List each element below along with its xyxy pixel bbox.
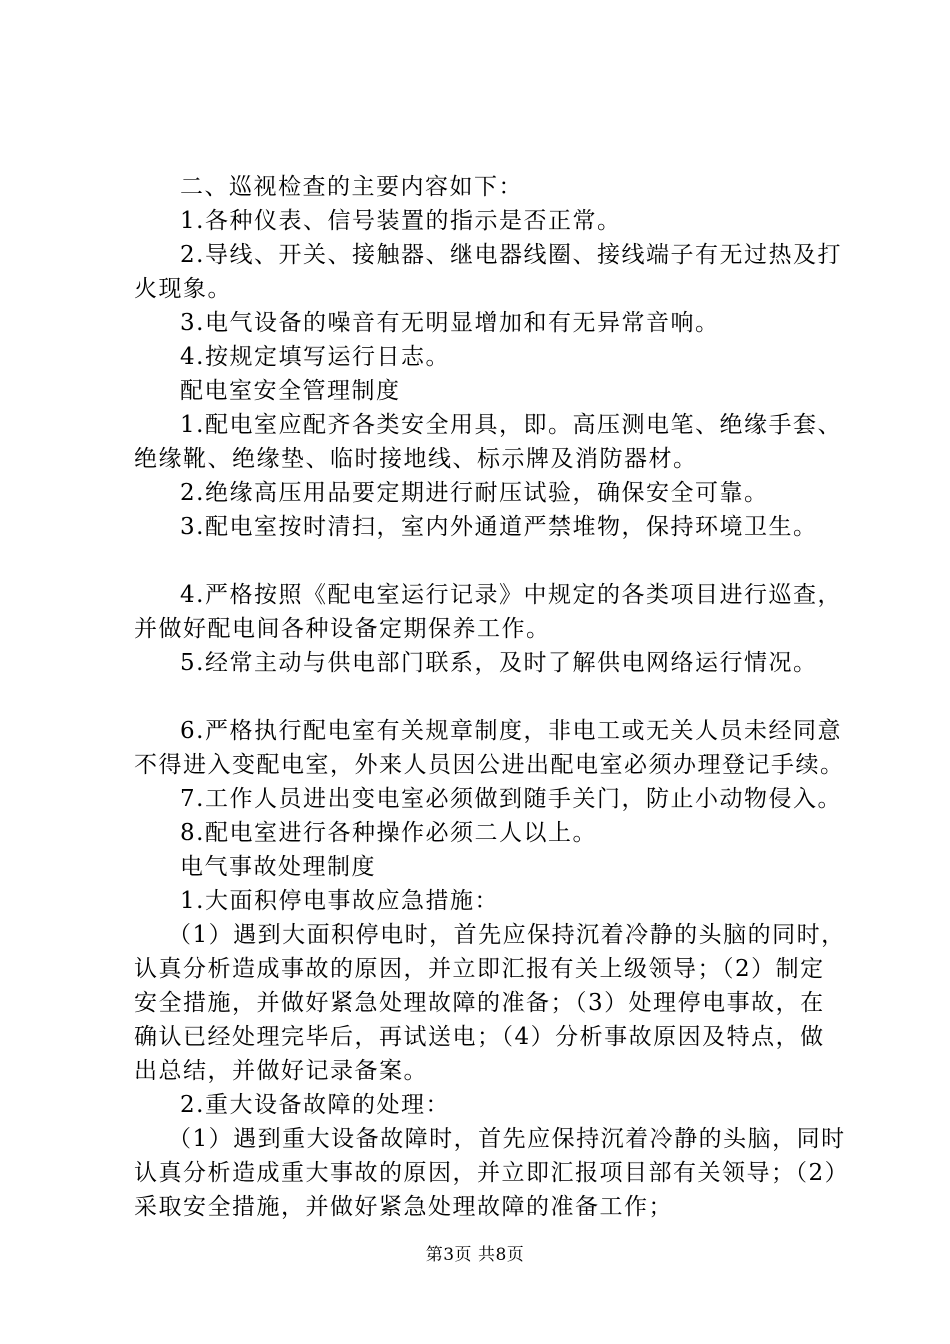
list-item: 8.配电室进行各种操作必须二人以上。 <box>180 820 597 846</box>
list-item: 1.大面积停电事故应急措施： <box>180 888 499 914</box>
list-item: 7.工作人员进出变电室必须做到随手关门，防止小动物侵入。 <box>180 786 842 812</box>
section-heading-distribution-room: 配电室安全管理制度 <box>180 378 401 404</box>
list-item: （1）遇到重大设备故障时，首先应保持沉着冷静的头脑，同时认真分析造成重大事故的原因，并立即汇报项目部有关领导；（2）采取安全措施，并做好紧急处理故障的准备工作； <box>134 1126 846 1220</box>
list-item: 2.重大设备故障的处理： <box>180 1092 450 1118</box>
list-item: 3.电气设备的噪音有无明显增加和有无异常音响。 <box>180 310 720 336</box>
list-item: 6.严格执行配电室有关规章制度，非电工或无关人员未经同意不得进入变配电室，外来人员因公进出配电室必须办理登记手续。 <box>134 718 845 778</box>
list-item: （1）遇到大面积停电时，首先应保持沉着冷静的头脑的同时，认真分析造成事故的原因，并立即汇报有关上级领导；（2）制定安全措施，并做好紧急处理故障的准备；（3）处理停电事故，在确认已经处理完毕后，再试送电；（4）分析事故原因及特点，做出总结，并做好记录备案。 <box>134 922 846 1084</box>
list-item: 4.严格按照《配电室运行记录》中规定的各类项目进行巡查，并做好配电间各种设备定期保养工作。 <box>134 582 842 642</box>
document-body <box>134 170 846 1224</box>
list-item: 1.配电室应配齐各类安全用具，即。高压测电笔、绝缘手套、绝缘靴、绝缘垫、临时接地线、标示牌及消防器材。 <box>134 412 842 472</box>
page-number-footer: 第3页 共8页 <box>425 1245 525 1265</box>
section-heading-electrical-accident: 电气事故处理制度 <box>180 854 376 880</box>
section-heading-inspection: 二、巡视检查的主要内容如下： <box>180 174 523 200</box>
list-item: 4.按规定填写运行日志。 <box>180 344 450 370</box>
list-item: 1.各种仪表、信号装置的指示是否正常。 <box>180 208 622 234</box>
blank-line <box>134 544 846 578</box>
list-item: 2.导线、开关、接触器、继电器线圈、接线端子有无过热及打火现象。 <box>134 242 842 302</box>
blank-line <box>134 680 846 714</box>
list-item: 2.绝缘高压用品要定期进行耐压试验，确保安全可靠。 <box>180 480 769 506</box>
list-item: 3.配电室按时清扫，室内外通道严禁堆物，保持环境卫生。 <box>180 514 818 540</box>
list-item: 5.经常主动与供电部门联系，及时了解供电网络运行情况。 <box>180 650 818 676</box>
